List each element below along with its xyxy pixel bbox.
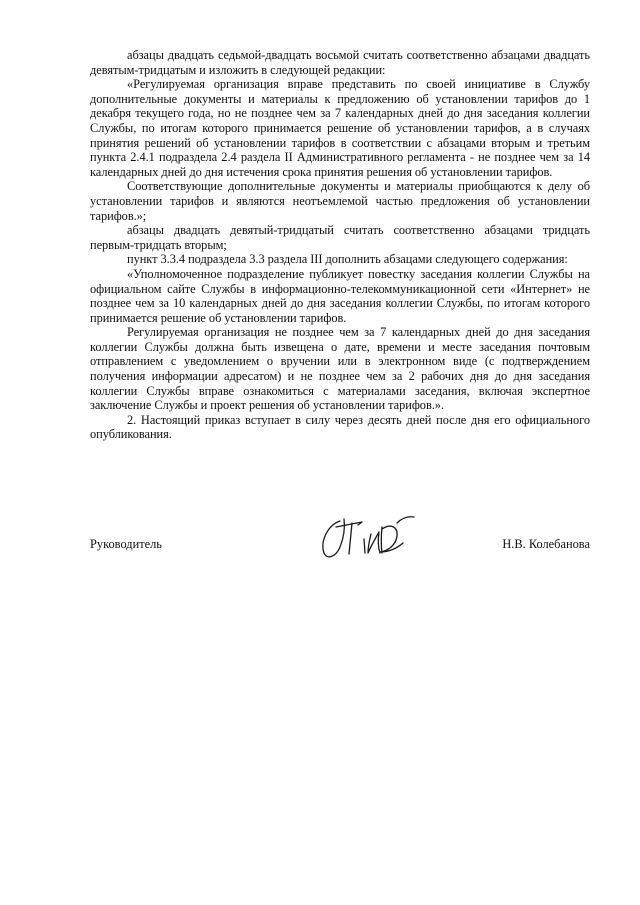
paragraph: «Регулируемая организация вправе представить по своей инициативе в Службу дополнительные документы и материалы к предложению об установлении тарифов до 1 декабря текущего года, но не позднее чем за 7 календарных дней до дня заседания коллегии Службы, по итогам которого принимается решение об установлении тарифов, а в случаях принятия решений об установлении тарифов в соответствии с абзацами вторым и третьим пункта 2.4.1 подраздела 2.4 раздела II Административного регламента - не позднее чем за 14 календарных дней до дня истечения срока принятия решения об установлении тарифов.: [90, 77, 590, 179]
paragraph: Соответствующие дополнительные документы и материалы приобщаются к делу об установлении тарифов и являются неотъемлемой частью предложения об установлении тарифов.»;: [90, 179, 590, 223]
signatory-role: Руководитель: [90, 537, 162, 551]
handwritten-signature: [318, 505, 428, 561]
paragraph: Регулируемая организация не позднее чем за 7 календарных дней до дня заседания коллегии Службы должна быть извещена о дате, времени и месте заседания почтовым отправлением с уведомлением о вручении или в электронном виде (с подтверждением получения информации адресатом) и не позднее чем за 2 рабочих дня до дня заседания коллегии Службы вправе ознакомиться с материалами заседания, включая экспертное заключение Службы и проект решения об установлении тарифов.».: [90, 325, 590, 413]
paragraph: пункт 3.3.4 подраздела 3.3 раздела III дополнить абзацами следующего содержания:: [127, 252, 568, 267]
paragraph: абзацы двадцать седьмой-двадцать восьмой считать соответственно абзацами двадцать девятым-тридцатым и изложить в следующей редакции:: [90, 48, 590, 77]
signature-block: [90, 505, 590, 565]
signatory-name: Н.В. Колебанова: [502, 537, 590, 551]
document-body: [90, 48, 590, 442]
paragraph: 2. Настоящий приказ вступает в силу через десять дней после дня его официального опубликования.: [90, 412, 590, 442]
paragraph: «Уполномоченное подразделение публикует повестку заседания коллегии Службы на официальном сайте Службы в информационно-телекоммуникационной сети «Интернет» не позднее чем за 10 календарных дней до дня заседания коллегии Службы, по итогам которого принимается решение об установлении тарифов.: [90, 266, 590, 325]
paragraph: абзацы двадцать девятый-тридцатый считать соответственно абзацами тридцать первым-тридцать вторым;: [90, 223, 590, 252]
